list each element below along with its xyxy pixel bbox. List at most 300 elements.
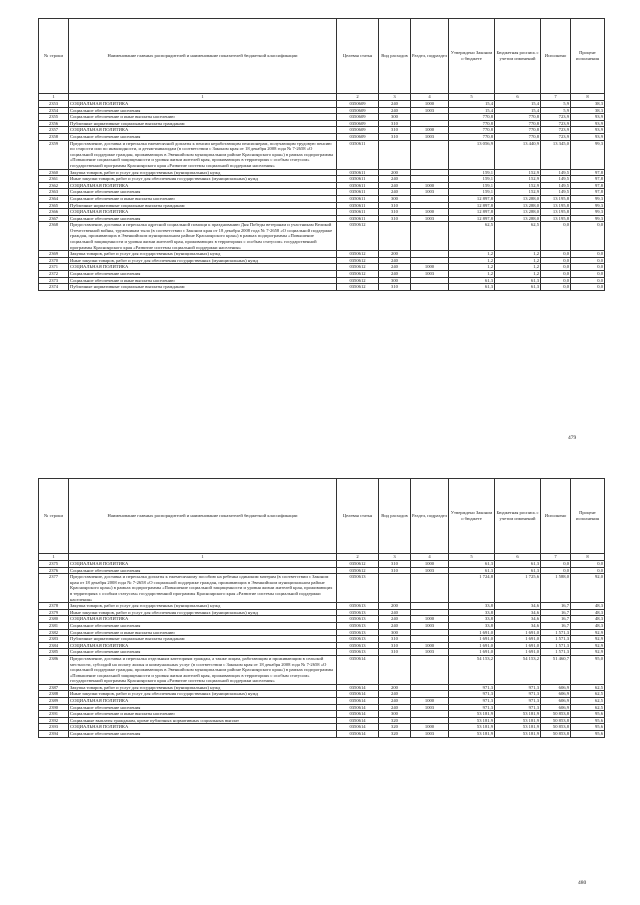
row-budget-amount: 61,3: [495, 561, 541, 568]
row-section: [411, 114, 449, 121]
row-number: 2364: [39, 195, 69, 202]
row-budget-amount: 15,4: [495, 101, 541, 108]
row-section: 1003: [411, 107, 449, 114]
row-percent: 0,0: [571, 284, 605, 291]
row-percent: 48,3: [571, 622, 605, 629]
row-executed-amount: 723,9: [541, 127, 571, 134]
row-expense-type: 240: [379, 704, 411, 711]
row-section: [411, 691, 449, 698]
row-executed-amount: 1 571,3: [541, 642, 571, 649]
row-percent: 97,8: [571, 169, 605, 176]
row-name: Иные закупки товаров, работ и услуг для обеспечения государственных (муниципальных) нужд: [69, 609, 337, 616]
row-percent: 92,9: [571, 629, 605, 636]
row-percent: 62,5: [571, 704, 605, 711]
row-target-article: 0350614: [337, 731, 379, 738]
row-name: Закупка товаров, работ и услуг для государственных (муниципальных) нужд: [69, 251, 337, 258]
row-section: 1000: [411, 616, 449, 623]
row-section: 1003: [411, 704, 449, 711]
row-budget-amount: 54 153,2: [495, 655, 541, 684]
row-name: Публичные нормативные социальные выплаты гражданам: [69, 120, 337, 127]
row-budget-amount: 1,2: [495, 271, 541, 278]
row-percent: 95,6: [571, 711, 605, 718]
row-budget-amount: 53 181,9: [495, 731, 541, 738]
header-col-target: Целевая статья: [337, 479, 379, 554]
table-row: [39, 704, 605, 711]
row-approved-amount: 1 691,0: [449, 642, 495, 649]
row-name: СОЦИАЛЬНАЯ ПОЛИТИКА: [69, 182, 337, 189]
row-approved-amount: 971,3: [449, 691, 495, 698]
header-col-percent: Процент исполнения: [571, 19, 605, 94]
row-target-article: 0350613: [337, 609, 379, 616]
table-body: [39, 101, 605, 291]
row-number: 2353: [39, 101, 69, 108]
row-name: Предоставление, доставка и пересылка отдельным категориям граждан, а также лицам, работающим и проживающим в сельской местности, субсидий на оплату жилья и коммунальных услуг (в соответствии с Законом края от 18 декабря 2008 года № 7-2658 «О социальной поддержке граждан, проживающих в Эвенкийском муниципальном районе Красноярского края») в рамках подпрограммы «Повышение социальной защищенности и уровня жизни жителей края, проживающих в территориях с особым статусом» государственной программы Красноярского края «Развитие системы социальной поддержки населения»: [69, 655, 337, 684]
row-executed-amount: 13 195,8: [541, 209, 571, 216]
row-number: 2355: [39, 114, 69, 121]
table-row: [39, 169, 605, 176]
row-approved-amount: 159,1: [449, 176, 495, 183]
row-percent: 48,3: [571, 609, 605, 616]
table-row: [39, 257, 605, 264]
row-budget-amount: 13 288,0: [495, 215, 541, 222]
table-row: [39, 140, 605, 169]
row-section: 1000: [411, 698, 449, 705]
row-budget-amount: 53 181,9: [495, 717, 541, 724]
row-executed-amount: 0,0: [541, 567, 571, 574]
table-row: [39, 609, 605, 616]
row-budget-amount: 770,8: [495, 127, 541, 134]
row-section: 1003: [411, 189, 449, 196]
table-row: [39, 251, 605, 258]
row-name: СОЦИАЛЬНАЯ ПОЛИТИКА: [69, 127, 337, 134]
row-name: Закупка товаров, работ и услуг для государственных (муниципальных) нужд: [69, 684, 337, 691]
page-number: 479: [568, 435, 577, 441]
row-executed-amount: 51 460,7: [541, 655, 571, 684]
row-number: 2377: [39, 574, 69, 603]
row-percent: 95,6: [571, 717, 605, 724]
row-budget-amount: 53 181,9: [495, 724, 541, 731]
row-percent: 97,8: [571, 189, 605, 196]
row-number: 2356: [39, 120, 69, 127]
row-expense-type: 310: [379, 284, 411, 291]
table-row: [39, 195, 605, 202]
row-executed-amount: 13 345,0: [541, 140, 571, 169]
row-number: 2393: [39, 724, 69, 731]
row-approved-amount: 33,8: [449, 616, 495, 623]
row-number: 2365: [39, 202, 69, 209]
row-budget-amount: 971,3: [495, 698, 541, 705]
row-approved-amount: 15,4: [449, 107, 495, 114]
row-name: Предоставление, доставка и пересылка ежемесячной доплаты к пенсии неработающим пенсионерам, получающим трудовую пенсию по старости или по инвалидности, и детям-инвалидам (в соответствии с Законом края от 18 декабря 2008 года № 7-2658 «О социальной поддержке граждан, проживающих в Эвенкийском муниципальном районе Красноярского края») в рамках подпрограммы «Повышение социальной защищенности и уровня жизни жителей края, проживающих в территориях с особым статусом» государственной программы Красноярского края «Развитие системы социальной поддержки населения»: [69, 140, 337, 169]
row-executed-amount: 723,9: [541, 133, 571, 140]
row-name: СОЦИАЛЬНАЯ ПОЛИТИКА: [69, 724, 337, 731]
row-budget-amount: 61,3: [495, 567, 541, 574]
row-executed-amount: 0,0: [541, 284, 571, 291]
row-approved-amount: 159,1: [449, 182, 495, 189]
row-name: Социальное обеспечение населения: [69, 215, 337, 222]
row-expense-type: 310: [379, 209, 411, 216]
row-percent: 38,3: [571, 107, 605, 114]
row-expense-type: 300: [379, 195, 411, 202]
row-approved-amount: 62,5: [449, 222, 495, 251]
column-number: 2: [337, 94, 379, 101]
row-executed-amount: 50 853,8: [541, 711, 571, 718]
table-row: [39, 189, 605, 196]
row-target-article: 0350612: [337, 264, 379, 271]
row-executed-amount: 16,7: [541, 603, 571, 610]
table-row: [39, 636, 605, 643]
table-row: [39, 215, 605, 222]
row-target-article: 0350612: [337, 561, 379, 568]
row-approved-amount: 33,8: [449, 609, 495, 616]
table-row: [39, 603, 605, 610]
row-target-article: 0350611: [337, 195, 379, 202]
row-target-article: 0350613: [337, 622, 379, 629]
table-row: [39, 101, 605, 108]
row-expense-type: 320: [379, 731, 411, 738]
row-budget-amount: 34,6: [495, 603, 541, 610]
row-approved-amount: 1,2: [449, 264, 495, 271]
column-number: 4: [411, 554, 449, 561]
row-section: [411, 176, 449, 183]
row-approved-amount: 770,8: [449, 120, 495, 127]
row-percent: 92,9: [571, 649, 605, 656]
row-name: СОЦИАЛЬНАЯ ПОЛИТИКА: [69, 616, 337, 623]
row-target-article: 0350613: [337, 616, 379, 623]
row-number: 2381: [39, 622, 69, 629]
row-name: Социальное обеспечение населения: [69, 704, 337, 711]
table-row: [39, 114, 605, 121]
row-name: Социальное обеспечение и иные выплаты населению: [69, 629, 337, 636]
table-row: [39, 642, 605, 649]
row-number: 2358: [39, 133, 69, 140]
row-name: Социальное обеспечение и иные выплаты населению: [69, 277, 337, 284]
row-expense-type: 200: [379, 684, 411, 691]
row-executed-amount: 16,7: [541, 609, 571, 616]
table-row: [39, 622, 605, 629]
row-target-article: 0350612: [337, 251, 379, 258]
row-executed-amount: 149,5: [541, 176, 571, 183]
row-budget-amount: 770,8: [495, 120, 541, 127]
row-budget-amount: 13 288,0: [495, 209, 541, 216]
row-percent: 93,9: [571, 127, 605, 134]
row-approved-amount: 1 724,8: [449, 574, 495, 603]
row-budget-amount: 971,3: [495, 704, 541, 711]
row-expense-type: 240: [379, 176, 411, 183]
column-number: 5: [449, 94, 495, 101]
header-col-budget: Бюджетная роспись с учетом изменений: [495, 479, 541, 554]
row-number: 2371: [39, 264, 69, 271]
table-row: [39, 561, 605, 568]
row-number: 2363: [39, 189, 69, 196]
column-number-row: [39, 94, 605, 101]
row-percent: 97,8: [571, 176, 605, 183]
row-percent: 62,5: [571, 684, 605, 691]
row-approved-amount: 971,3: [449, 698, 495, 705]
row-name: Предоставление, доставка и пересылка доплаты к ежемесячному пособию на ребенка одиноким матерям (в соответствии с Законом края от 18 декабря 2008 года № 7-2658 «О социальной поддержке граждан, проживающих в Эвенкийском муниципальном районе Красноярского края») в рамках подпрограммы «Повышение социальной защищенности и уровня жизни жителей края, проживающих в территориях с особым статусом» государственной программы Красноярского края «Развитие системы социальной поддержки населения»: [69, 574, 337, 603]
row-number: 2372: [39, 271, 69, 278]
row-number: 2357: [39, 127, 69, 134]
row-section: 1003: [411, 567, 449, 574]
row-number: 2389: [39, 698, 69, 705]
row-target-article: 0350614: [337, 711, 379, 718]
header-col-percent: Процент исполнения: [571, 479, 605, 554]
row-number: 2391: [39, 711, 69, 718]
row-executed-amount: 606,9: [541, 691, 571, 698]
row-expense-type: 240: [379, 691, 411, 698]
row-expense-type: 310: [379, 133, 411, 140]
row-expense-type: [379, 655, 411, 684]
row-target-article: 0350609: [337, 127, 379, 134]
table-row: [39, 202, 605, 209]
row-name: Социальное обеспечение населения: [69, 567, 337, 574]
table-row: [39, 629, 605, 636]
row-section: [411, 195, 449, 202]
row-expense-type: 310: [379, 561, 411, 568]
row-expense-type: 310: [379, 127, 411, 134]
row-executed-amount: 1 571,3: [541, 636, 571, 643]
row-section: 1000: [411, 642, 449, 649]
row-number: 2394: [39, 731, 69, 738]
row-budget-amount: 62,5: [495, 222, 541, 251]
row-budget-amount: 61,3: [495, 284, 541, 291]
row-section: [411, 222, 449, 251]
row-section: 1000: [411, 127, 449, 134]
table-row: [39, 264, 605, 271]
row-approved-amount: 33,8: [449, 603, 495, 610]
table-row: [39, 698, 605, 705]
row-expense-type: 310: [379, 215, 411, 222]
row-executed-amount: 1 571,3: [541, 649, 571, 656]
row-percent: 0,0: [571, 251, 605, 258]
column-number: 2: [337, 554, 379, 561]
row-name: Социальное обеспечение населения: [69, 189, 337, 196]
column-number: 3: [379, 554, 411, 561]
row-section: [411, 684, 449, 691]
row-expense-type: 310: [379, 202, 411, 209]
row-number: 2386: [39, 655, 69, 684]
row-expense-type: 310: [379, 642, 411, 649]
row-budget-amount: 13 440,9: [495, 140, 541, 169]
row-percent: 0,0: [571, 264, 605, 271]
header-col-type: Вид расходов: [379, 479, 411, 554]
row-target-article: 0350613: [337, 603, 379, 610]
row-section: [411, 609, 449, 616]
row-budget-amount: 770,8: [495, 114, 541, 121]
row-approved-amount: 159,1: [449, 169, 495, 176]
row-executed-amount: 16,7: [541, 622, 571, 629]
row-target-article: 0350612: [337, 257, 379, 264]
row-section: [411, 257, 449, 264]
row-number: 2362: [39, 182, 69, 189]
row-name: Иные закупки товаров, работ и услуг для обеспечения государственных (муниципальных) нужд: [69, 691, 337, 698]
row-name: Социальные выплаты гражданам, кроме публичных нормативных социальных выплат: [69, 717, 337, 724]
row-name: СОЦИАЛЬНАЯ ПОЛИТИКА: [69, 561, 337, 568]
row-target-article: 0350611: [337, 140, 379, 169]
header-col-type: Вид расходов: [379, 19, 411, 94]
row-percent: 93,9: [571, 120, 605, 127]
row-approved-amount: 53 181,9: [449, 731, 495, 738]
row-section: 1003: [411, 649, 449, 656]
row-executed-amount: 149,5: [541, 182, 571, 189]
row-section: [411, 284, 449, 291]
row-approved-amount: 12 897,8: [449, 195, 495, 202]
table-row: [39, 271, 605, 278]
row-target-article: 0350612: [337, 222, 379, 251]
row-target-article: 0350609: [337, 101, 379, 108]
row-section: [411, 636, 449, 643]
column-number: 1: [39, 94, 69, 101]
row-name: Иные закупки товаров, работ и услуг для обеспечения государственных (муниципальных) нужд: [69, 257, 337, 264]
row-target-article: 0350613: [337, 642, 379, 649]
table-row: [39, 649, 605, 656]
table-row: [39, 209, 605, 216]
row-expense-type: [379, 222, 411, 251]
row-section: [411, 655, 449, 684]
row-percent: 93,9: [571, 133, 605, 140]
table-row: [39, 684, 605, 691]
header-col-approved: Утверждено Законом о бюджете: [449, 19, 495, 94]
row-budget-amount: 971,3: [495, 691, 541, 698]
row-approved-amount: 971,3: [449, 684, 495, 691]
row-executed-amount: 50 853,8: [541, 724, 571, 731]
header-col-name: Наименование главных распорядителей и наименование показателей бюджетной классификации: [69, 479, 337, 554]
row-budget-amount: 152,9: [495, 169, 541, 176]
row-number: 2370: [39, 257, 69, 264]
row-approved-amount: 1,2: [449, 271, 495, 278]
row-name: Социальное обеспечение населения: [69, 731, 337, 738]
header-col-executed: Исполнено: [541, 479, 571, 554]
row-approved-amount: 13 056,9: [449, 140, 495, 169]
row-budget-amount: 152,9: [495, 182, 541, 189]
row-budget-amount: 152,9: [495, 176, 541, 183]
row-number: 2369: [39, 251, 69, 258]
header-col-approved: Утверждено Законом о бюджете: [449, 479, 495, 554]
row-target-article: 0350614: [337, 724, 379, 731]
row-number: 2361: [39, 176, 69, 183]
row-target-article: 0350609: [337, 114, 379, 121]
table-row: [39, 133, 605, 140]
row-executed-amount: 0,0: [541, 264, 571, 271]
column-number: 4: [411, 94, 449, 101]
row-target-article: 0350613: [337, 636, 379, 643]
header-col-budget: Бюджетная роспись с учетом изменений: [495, 19, 541, 94]
row-number: 2376: [39, 567, 69, 574]
row-approved-amount: 770,8: [449, 127, 495, 134]
row-section: 1003: [411, 215, 449, 222]
row-name: Социальное обеспечение населения: [69, 133, 337, 140]
row-expense-type: [379, 140, 411, 169]
row-name: Социальное обеспечение населения: [69, 649, 337, 656]
row-name: Социальное обеспечение населения: [69, 622, 337, 629]
row-budget-amount: 1 691,0: [495, 629, 541, 636]
row-target-article: 0350612: [337, 271, 379, 278]
row-executed-amount: 606,9: [541, 704, 571, 711]
row-approved-amount: 1 691,0: [449, 636, 495, 643]
row-name: Публичные нормативные социальные выплаты гражданам: [69, 284, 337, 291]
row-percent: 0,0: [571, 567, 605, 574]
row-percent: 99,3: [571, 202, 605, 209]
column-number: 6: [495, 554, 541, 561]
row-percent: 0,0: [571, 222, 605, 251]
row-expense-type: 240: [379, 101, 411, 108]
row-section: [411, 629, 449, 636]
row-approved-amount: 61,3: [449, 567, 495, 574]
row-expense-type: 240: [379, 609, 411, 616]
column-number: 5: [449, 554, 495, 561]
row-approved-amount: 159,1: [449, 189, 495, 196]
table-row: [39, 724, 605, 731]
row-target-article: 0350611: [337, 176, 379, 183]
column-number: 1: [69, 94, 337, 101]
table-body: [39, 561, 605, 738]
header-col-executed: Исполнено: [541, 19, 571, 94]
row-number: 2373: [39, 277, 69, 284]
row-name: СОЦИАЛЬНАЯ ПОЛИТИКА: [69, 264, 337, 271]
row-executed-amount: 0,0: [541, 561, 571, 568]
row-percent: 62,5: [571, 691, 605, 698]
row-budget-amount: 1,2: [495, 257, 541, 264]
table-row: [39, 127, 605, 134]
row-number: 2390: [39, 704, 69, 711]
row-section: [411, 711, 449, 718]
row-target-article: 0350609: [337, 107, 379, 114]
row-section: [411, 717, 449, 724]
row-number: 2359: [39, 140, 69, 169]
row-target-article: 0350614: [337, 698, 379, 705]
row-budget-amount: 1,2: [495, 251, 541, 258]
row-approved-amount: 53 181,9: [449, 711, 495, 718]
row-expense-type: 310: [379, 649, 411, 656]
row-number: 2367: [39, 215, 69, 222]
row-executed-amount: 1 571,3: [541, 629, 571, 636]
row-approved-amount: 971,3: [449, 704, 495, 711]
row-section: [411, 574, 449, 603]
row-percent: 99,3: [571, 140, 605, 169]
row-number: 2354: [39, 107, 69, 114]
row-expense-type: 240: [379, 616, 411, 623]
row-name: СОЦИАЛЬНАЯ ПОЛИТИКА: [69, 642, 337, 649]
row-approved-amount: 12 897,8: [449, 202, 495, 209]
row-number: 2387: [39, 684, 69, 691]
row-percent: 93,9: [571, 114, 605, 121]
row-approved-amount: 1 691,0: [449, 649, 495, 656]
row-approved-amount: 770,8: [449, 133, 495, 140]
row-target-article: 0350611: [337, 215, 379, 222]
column-number: 8: [571, 554, 605, 561]
table-row: [39, 616, 605, 623]
page-number: 480: [578, 880, 587, 886]
header-col-name: Наименование главных распорядителей и наименование показателей бюджетной классификации: [69, 19, 337, 94]
row-budget-amount: 1,2: [495, 264, 541, 271]
row-expense-type: 310: [379, 567, 411, 574]
row-budget-amount: 61,3: [495, 277, 541, 284]
row-section: 1003: [411, 271, 449, 278]
row-target-article: 0350612: [337, 284, 379, 291]
header-col-no: № строки: [39, 479, 69, 554]
row-section: [411, 140, 449, 169]
table-row: [39, 567, 605, 574]
row-percent: 0,0: [571, 271, 605, 278]
row-budget-amount: 53 181,9: [495, 711, 541, 718]
row-executed-amount: 0,0: [541, 222, 571, 251]
report-page-480: [38, 478, 604, 886]
row-target-article: 0350611: [337, 189, 379, 196]
row-percent: 92,0: [571, 574, 605, 603]
row-expense-type: 240: [379, 257, 411, 264]
header-col-target: Целевая статья: [337, 19, 379, 94]
row-target-article: 0350609: [337, 133, 379, 140]
